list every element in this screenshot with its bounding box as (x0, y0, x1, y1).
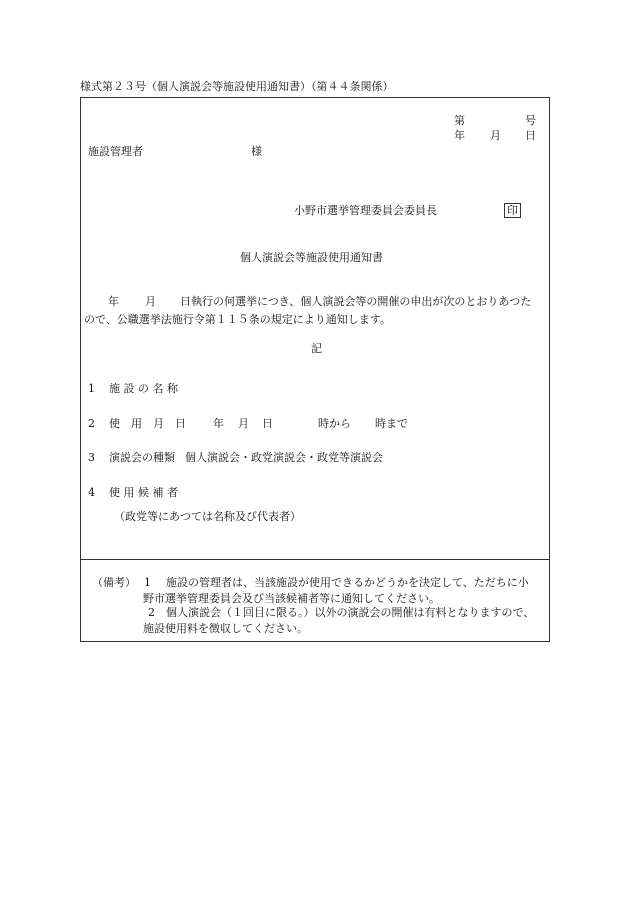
item4-sub: （政党等にあつては名称及び代表者） (114, 510, 301, 523)
note1-text (143, 575, 529, 607)
body-line1: 日執行の何選挙につき、個人演説会等の開催の申出が次のとおりあつた (180, 295, 532, 308)
number-suffix: 号 (525, 114, 536, 127)
body-line2: ので、公職選挙法施行令第１１５条の規定により通知します。 (84, 313, 391, 326)
body-month: 月 (145, 295, 156, 308)
note2-text (143, 605, 535, 637)
item2-day: 日 (262, 417, 273, 430)
item1-num: 1 (88, 382, 95, 395)
item2-label: 使 用 月 日 (109, 417, 186, 430)
sender: 小野市選挙管理委員会委員長 (294, 204, 437, 217)
item2-from: 時から (318, 417, 351, 430)
seal-mark: 印 (504, 203, 521, 218)
note1-line2: 野市選挙管理委員会及び当該候補者等に通知してください。 (143, 592, 440, 605)
item3-value: 個人演説会・政党演説会・政党等演説会 (185, 451, 383, 464)
date-day: 日 (525, 129, 536, 142)
addressee: 施設管理者 (88, 145, 143, 158)
notes-label: （備考） (92, 576, 136, 589)
honorific: 様 (251, 145, 262, 158)
item3-num: 3 (88, 451, 95, 464)
note1-line1: 施設の管理者は、当該施設が使用できるかどうかを決定して、ただちに小 (166, 576, 529, 589)
doc-title: 個人演説会等施設使用通知書 (240, 251, 383, 264)
note2-num: 2 (148, 606, 155, 619)
item1-label: 施 設 の 名 称 (109, 382, 178, 395)
item2-to: 時まで (375, 417, 408, 430)
item3-label: 演説会の種類 (109, 451, 175, 464)
notice-form (80, 97, 550, 642)
note2-line2: 施設使用料を徴収してください。 (143, 622, 308, 635)
item4-num: 4 (88, 486, 95, 499)
date-year: 年 (454, 129, 465, 142)
notes-divider (81, 559, 549, 560)
number-prefix: 第 (454, 114, 465, 127)
body-year: 年 (108, 295, 119, 308)
item4-label: 使 用 候 補 者 (109, 486, 178, 499)
date-month: 月 (490, 129, 501, 142)
note2-line1: 個人演説会（１回目に限る。）以外の演説会の開催は有料となりますので、 (166, 606, 535, 619)
item2-year: 年 (213, 417, 224, 430)
item2-month: 月 (238, 417, 249, 430)
item2-num: 2 (88, 417, 95, 430)
ki-heading: 記 (311, 342, 322, 355)
note1-num: 1 (144, 576, 151, 589)
form-title: 様式第２３号（個人演説会等施設使用通知書）（第４４条関係） (80, 80, 394, 93)
